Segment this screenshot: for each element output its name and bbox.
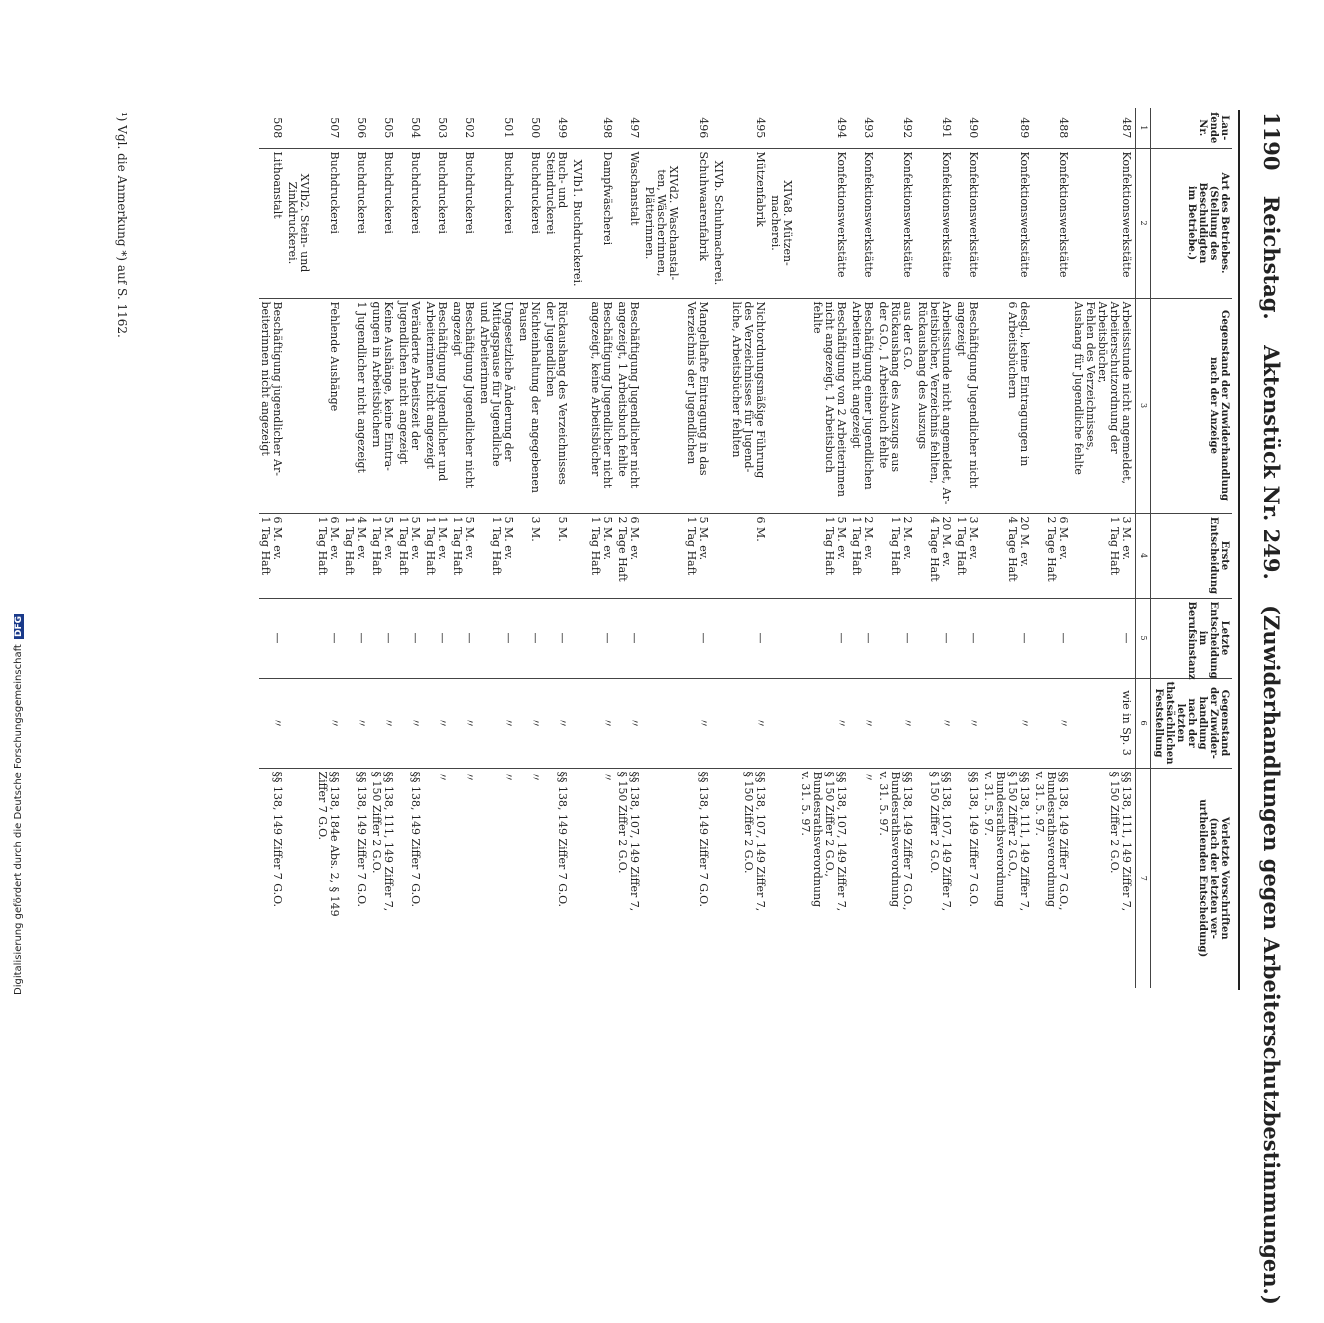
table-row — [286, 108, 316, 988]
violation-subject: Keine Aushänge, keine Eintra- gungen in Arbeitsbüchern — [370, 298, 397, 513]
row-number: 490 — [955, 108, 982, 148]
first-decision: 3 M. ev. 1 Tag Haft — [955, 513, 982, 598]
last-decision: — — [589, 598, 616, 678]
first-decision: 6 M. ev. 1 Tag Haft — [259, 513, 286, 598]
violation-subject: Fehlende Aushänge — [316, 298, 343, 513]
last-decision: — — [370, 598, 397, 678]
first-decision: 5 M. ev. 1 Tag Haft — [451, 513, 478, 598]
row-number: 498 — [589, 108, 616, 148]
row-number: 487 — [1072, 108, 1136, 148]
row-number: 491 — [916, 108, 955, 148]
business-type: Konfektionswerkstätte — [877, 148, 916, 298]
row-number: 493 — [850, 108, 877, 148]
table-row — [370, 108, 397, 988]
violated-provisions — [643, 768, 685, 988]
violation-subject: Nichteinhaltung der angegebenen Pausen — [517, 298, 544, 513]
last-decision: — — [1072, 598, 1136, 678]
last-decision: — — [877, 598, 916, 678]
row-number: 488 — [1033, 108, 1072, 148]
first-decision: 5 M. — [544, 513, 571, 598]
row-number: 500 — [517, 108, 544, 148]
column-header: Verletzte Vorschriften (nach der letzten ver- urtheilenden Entscheidung) — [1151, 768, 1233, 988]
violated-provisions: §§ 138, 149 Ziffer 7 G.O., Bundesrathsverordnung v. 31. 5. 97. — [877, 771, 914, 911]
row-number — [571, 108, 589, 148]
row-number: 505 — [370, 108, 397, 148]
row-number: 502 — [451, 108, 478, 148]
first-decision — [643, 513, 685, 598]
table-row — [1072, 108, 1136, 988]
first-decision: 6 M. ev. 2 Tage Haft — [616, 513, 643, 598]
finding: 〃 — [685, 678, 712, 768]
violated-provisions — [286, 768, 316, 988]
first-decision: 6 M. — [730, 513, 769, 598]
row-number: 508 — [259, 108, 286, 148]
violation-subject: Beschäftigung von 2 Arbeiterinnen nicht angezeigt, 1 Arbeitsbuch fehlte — [799, 298, 850, 513]
table-row — [643, 108, 685, 988]
first-decision — [769, 513, 799, 598]
column-number: 5 — [1136, 598, 1151, 678]
first-decision: 20 M. ev. 4 Tage Haft — [916, 513, 955, 598]
business-type: Buch- und Steindruckerei — [544, 148, 571, 298]
business-type: Dampfwäscherei — [589, 148, 616, 298]
row-number: 489 — [982, 108, 1033, 148]
finding: 〃 — [877, 678, 916, 768]
last-decision: — — [916, 598, 955, 678]
finding: 〃 — [730, 678, 769, 768]
row-number: 507 — [316, 108, 343, 148]
dfg-logo: DFG — [14, 615, 24, 637]
last-decision — [769, 598, 799, 678]
last-decision: — — [730, 598, 769, 678]
finding: 〃 — [478, 678, 517, 768]
finding: 〃 — [343, 678, 370, 768]
business-type: Buchdruckerei — [397, 148, 424, 298]
row-number — [712, 108, 730, 148]
violated-provisions — [769, 768, 799, 988]
violated-provisions: §§ 138, 107, 149 Ziffer 7, § 150 Ziffer 2 G.O., Bundesrathsverordnung v. 31. 5. 97. — [799, 771, 848, 912]
violation-subject: Beschäftigung jugendlicher Ar- beiterinnen nicht angezeigt — [259, 298, 286, 513]
last-decision: — — [544, 598, 571, 678]
business-type: Lithoanstalt — [259, 148, 286, 298]
page-header — [1244, 112, 1284, 1305]
finding: 〃 — [370, 678, 397, 768]
finding: 〃 — [616, 678, 643, 768]
violated-provisions: §§ 138, 149 Ziffer 7 G.O. — [556, 771, 569, 907]
table-row — [1033, 108, 1072, 988]
last-decision: — — [799, 598, 850, 678]
violation-subject: Beschäftigung Jugendlicher und Arbeiterinnen nicht angezeigt — [424, 298, 451, 513]
last-decision: — — [685, 598, 712, 678]
table-row — [799, 108, 850, 988]
column-header: Erste Entscheidung — [1151, 513, 1233, 598]
table-row — [451, 108, 478, 988]
last-decision: — — [517, 598, 544, 678]
first-decision: 4 M. ev. 1 Tag Haft — [343, 513, 370, 598]
row-number: 506 — [343, 108, 370, 148]
table-row — [850, 108, 877, 988]
finding: wie in Sp. 3 — [1072, 678, 1136, 768]
violated-provisions — [571, 768, 589, 988]
violated-provisions: §§ 138, 184e Abs. 2, § 149 Ziffer 7 G.O. — [316, 771, 341, 917]
column-number: 1 — [1136, 108, 1151, 148]
finding — [643, 678, 685, 768]
business-type: Waschanstalt — [616, 148, 643, 298]
table-row — [589, 108, 616, 988]
violation-subject — [769, 298, 799, 513]
table-header-row — [1151, 108, 1233, 988]
table-row — [544, 108, 571, 988]
violated-provisions: §§ 138, 107, 149 Ziffer 7, § 150 Ziffer 2 G.O. — [742, 771, 767, 912]
violated-provisions: §§ 138, 149 Ziffer 7 G.O., Bundesrathsverordnung v. 31. 5. 97. — [1033, 771, 1070, 911]
violated-provisions: 〃 — [502, 771, 515, 783]
violated-provisions: §§ 138, 149 Ziffer 7 G.O. — [355, 771, 368, 907]
first-decision: 5 M. ev. 1 Tag Haft — [589, 513, 616, 598]
table-row — [517, 108, 544, 988]
row-number: 494 — [799, 108, 850, 148]
table-row — [478, 108, 517, 988]
table-row — [316, 108, 343, 988]
last-decision — [286, 598, 316, 678]
business-type: XIVb. Schuhmacherei. — [712, 148, 730, 298]
table-body — [259, 108, 1136, 988]
business-type: Buchdruckerei — [424, 148, 451, 298]
violated-provisions: §§ 138, 149 Ziffer 7 G.O. — [967, 771, 980, 907]
finding: 〃 — [850, 678, 877, 768]
violated-provisions: §§ 138, 111, 149 Ziffer 7, § 150 Ziffer 2 G.O. — [1108, 771, 1133, 912]
column-number: 4 — [1136, 513, 1151, 598]
first-decision: 1 M. ev. 1 Tag Haft — [424, 513, 451, 598]
business-type: Buchdruckerei — [517, 148, 544, 298]
finding — [712, 678, 730, 768]
column-number-row — [1136, 108, 1151, 988]
violated-provisions: 〃 — [529, 771, 542, 783]
first-decision: 5 M. ev. 1 Tag Haft — [397, 513, 424, 598]
business-type: Mützenfabrik — [730, 148, 769, 298]
table-row — [877, 108, 916, 988]
last-decision: — — [850, 598, 877, 678]
row-number — [769, 108, 799, 148]
finding: 〃 — [955, 678, 982, 768]
column-number: 7 — [1136, 768, 1151, 988]
violation-subject — [286, 298, 316, 513]
last-decision: — — [397, 598, 424, 678]
finding: 〃 — [451, 678, 478, 768]
finding: 〃 — [589, 678, 616, 768]
business-type: Konfektionswerkstätte — [799, 148, 850, 298]
last-decision — [712, 598, 730, 678]
last-decision: — — [316, 598, 343, 678]
digitization-note-text: Digitalisierung gefördert durch die Deutsche Forschungsgemeinschaft — [13, 644, 24, 995]
violation-subject — [643, 298, 685, 513]
business-type: XIVa8. Mützen- macherei. — [769, 148, 799, 298]
table-row — [397, 108, 424, 988]
violated-provisions: 〃 — [436, 771, 449, 783]
business-type: Schuhwaarenfabrik — [685, 148, 712, 298]
business-type: Buchdruckerei — [451, 148, 478, 298]
first-decision: 3 M. ev. 1 Tag Haft — [1072, 513, 1136, 598]
first-decision: 6 M. ev. 2 Tage Haft — [1033, 513, 1072, 598]
last-decision: — — [451, 598, 478, 678]
violation-subject: Beschäftigung einer jugendlichen Arbeiterin nicht angezeigt — [850, 298, 877, 513]
column-header: Art des Betriebes. (Stellung des Beschuldigten im Betriebe.) — [1151, 148, 1233, 298]
violation-subject — [712, 298, 730, 513]
violation-subject: Mangelhafte Eintragung in das Verzeichnis der Jugendlichen — [685, 298, 712, 513]
last-decision: — — [955, 598, 982, 678]
violation-subject: Nichtordnungsmäßige Führung des Verzeichnisses für Jugend- liche, Arbeitsbücher fehlten — [730, 298, 769, 513]
table-row — [571, 108, 589, 988]
table-row — [259, 108, 286, 988]
document-subject: (Zuwiderhandlungen gegen Arbeiterschutzbestimmungen.) — [1259, 605, 1284, 1305]
first-decision: 6 M. ev. 1 Tag Haft — [316, 513, 343, 598]
business-type: XVIb2. Stein- und Zinkdruckerei. — [286, 148, 316, 298]
digitization-note — [13, 614, 24, 995]
finding: 〃 — [517, 678, 544, 768]
page-number: 1190 — [1259, 112, 1284, 171]
first-decision: 2 M. ev. 1 Tag Haft — [850, 513, 877, 598]
violated-provisions: 〃 — [463, 771, 476, 783]
business-type: Konfektionswerkstätte — [982, 148, 1033, 298]
finding: 〃 — [1033, 678, 1072, 768]
table-row — [730, 108, 769, 988]
last-decision — [643, 598, 685, 678]
row-number — [643, 108, 685, 148]
row-number: 492 — [877, 108, 916, 148]
violation-subject: Beschäftigung Jugendlicher nicht angezeigt, keine Arbeitsbücher — [589, 298, 616, 513]
first-decision: 20 M. ev. 4 Tage Haft — [982, 513, 1033, 598]
last-decision: — — [982, 598, 1033, 678]
column-header: Letzte Entscheidung im Berufsinstanz — [1151, 598, 1233, 678]
column-header: Gegenstand der Zuwiderhandlung nach der Anzeige — [1151, 298, 1233, 513]
violated-provisions: §§ 138, 107, 149 Ziffer 7, § 150 Ziffer 2 G.O. — [616, 771, 641, 912]
violation-subject: Rückaushang des Verzeichnisses der Jugendlichen — [544, 298, 571, 513]
violation-subject: Beschäftigung Jugendlicher nicht angezeigt, 1 Arbeitsbuch fehlte — [616, 298, 643, 513]
row-number: 497 — [616, 108, 643, 148]
violation-subject: desgl., keine Eintragungen in 6 Arbeitsbüchern — [982, 298, 1033, 513]
table-row — [955, 108, 982, 988]
row-number: 495 — [730, 108, 769, 148]
finding: 〃 — [424, 678, 451, 768]
column-number: 6 — [1136, 678, 1151, 768]
business-type: Konfektionswerkstätte — [1072, 148, 1136, 298]
violated-provisions: 〃 — [862, 771, 875, 783]
table-row — [685, 108, 712, 988]
finding: 〃 — [916, 678, 955, 768]
column-number: 2 — [1136, 148, 1151, 298]
violated-provisions: §§ 138, 107, 149 Ziffer 7, § 150 Ziffer 2 G.O. — [928, 771, 953, 912]
row-number: 501 — [478, 108, 517, 148]
row-number: 504 — [397, 108, 424, 148]
business-type: Konfektionswerkstätte — [1033, 148, 1072, 298]
violation-subject — [571, 298, 589, 513]
violation-subject: Ungesetzliche Änderung der Mittagspause für Jugendliche und Arbeiterinnen — [478, 298, 517, 513]
business-type: Buchdruckerei — [316, 148, 343, 298]
violated-provisions: §§ 138, 149 Ziffer 7 G.O. — [409, 771, 422, 907]
last-decision: — — [1033, 598, 1072, 678]
violation-subject: aus der G.O. Rückaushang des Auszugs aus der G.O., 1 Arbeitsbuch fehlte — [877, 298, 916, 513]
business-type: Buchdruckerei — [478, 148, 517, 298]
document-reference: Aktenstück Nr. 249. — [1259, 345, 1284, 580]
violation-subject: Arbeitsstunde nicht angemeldet, Arbeiterschutzordnung der Arbeitsbücher, Fehlen des Verzeichnisses, Aushang für Jugendliche fehlte — [1072, 298, 1136, 513]
finding: 〃 — [982, 678, 1033, 768]
footnote: ¹) Vgl. die Anmerkung *) auf S. 1162. — [115, 112, 129, 338]
row-number: 499 — [544, 108, 571, 148]
first-decision — [286, 513, 316, 598]
last-decision: — — [616, 598, 643, 678]
header-rule — [1238, 110, 1240, 990]
last-decision: — — [259, 598, 286, 678]
column-header: Gegenstand der Zuwider- handlung nach der letzten thatsächlichen Feststellung — [1151, 678, 1233, 768]
row-number: 503 — [424, 108, 451, 148]
business-type: XVIb1. Buchdruckerei. — [571, 148, 589, 298]
table-row — [712, 108, 730, 988]
violation-subject: Arbeitsstunde nicht angemeldet, Ar- beitsbücher, Verzeichnis fehlten, Rückaushang des Auszugs — [916, 298, 955, 513]
table-row — [424, 108, 451, 988]
violated-provisions: §§ 138, 111, 149 Ziffer 7, § 150 Ziffer 2 G.O., Bundesrathsverordnung v. 31. 5. 97. — [982, 771, 1031, 912]
violation-subject: Veränderte Arbeitszeit der Jugendlichen nicht angezeigt — [397, 298, 424, 513]
violation-subject: 1 Jugendlicher nicht angezeigt — [343, 298, 370, 513]
violated-provisions: §§ 138, 149 Ziffer 7 G.O. — [271, 771, 284, 907]
last-decision: — — [478, 598, 517, 678]
violation-subject — [1033, 298, 1072, 513]
column-number: 3 — [1136, 298, 1151, 513]
finding: 〃 — [259, 678, 286, 768]
first-decision: 5 M. ev. 1 Tag Haft — [478, 513, 517, 598]
row-number: 496 — [685, 108, 712, 148]
table-row — [916, 108, 955, 988]
finding — [286, 678, 316, 768]
finding — [571, 678, 589, 768]
business-type: Buchdruckerei — [370, 148, 397, 298]
violations-table — [259, 108, 1232, 988]
last-decision: — — [343, 598, 370, 678]
first-decision: 5 M. ev. 1 Tag Haft — [799, 513, 850, 598]
finding: 〃 — [544, 678, 571, 768]
first-decision — [571, 513, 589, 598]
last-decision — [571, 598, 589, 678]
first-decision — [712, 513, 730, 598]
business-type: Buchdruckerei — [343, 148, 370, 298]
finding — [769, 678, 799, 768]
first-decision: 2 M. ev. 1 Tag Haft — [877, 513, 916, 598]
publication-title: Reichstag. — [1259, 195, 1284, 320]
business-type: Konfektionswerkstätte — [916, 148, 955, 298]
last-decision: — — [424, 598, 451, 678]
table-row — [769, 108, 799, 988]
first-decision: 3 M. — [517, 513, 544, 598]
row-number — [286, 108, 316, 148]
violated-provisions: §§ 138, 111, 149 Ziffer 7, § 150 Ziffer 2 G.O. — [370, 771, 395, 912]
violated-provisions: 〃 — [601, 771, 614, 783]
first-decision: 5 M. ev. 1 Tag Haft — [370, 513, 397, 598]
finding: 〃 — [316, 678, 343, 768]
violation-subject: Beschäftigung Jugendlicher nicht angezeigt — [955, 298, 982, 513]
table-row — [343, 108, 370, 988]
violated-provisions: §§ 138, 149 Ziffer 7 G.O. — [697, 771, 710, 907]
violation-subject: Beschäftigung Jugendlicher nicht angezeigt — [451, 298, 478, 513]
table-row — [616, 108, 643, 988]
violated-provisions — [712, 768, 730, 988]
business-type: Konfektionswerkstätte — [955, 148, 982, 298]
business-type: Konfektionswerkstätte — [850, 148, 877, 298]
business-type: XIVd2. Waschanstal- ten, Wäscherinnen, Plätterinnen. — [643, 148, 685, 298]
column-header: Lau- fende Nr. — [1151, 108, 1233, 148]
finding: 〃 — [799, 678, 850, 768]
finding: 〃 — [397, 678, 424, 768]
table-row — [982, 108, 1033, 988]
first-decision: 5 M. ev. 1 Tag Haft — [685, 513, 712, 598]
